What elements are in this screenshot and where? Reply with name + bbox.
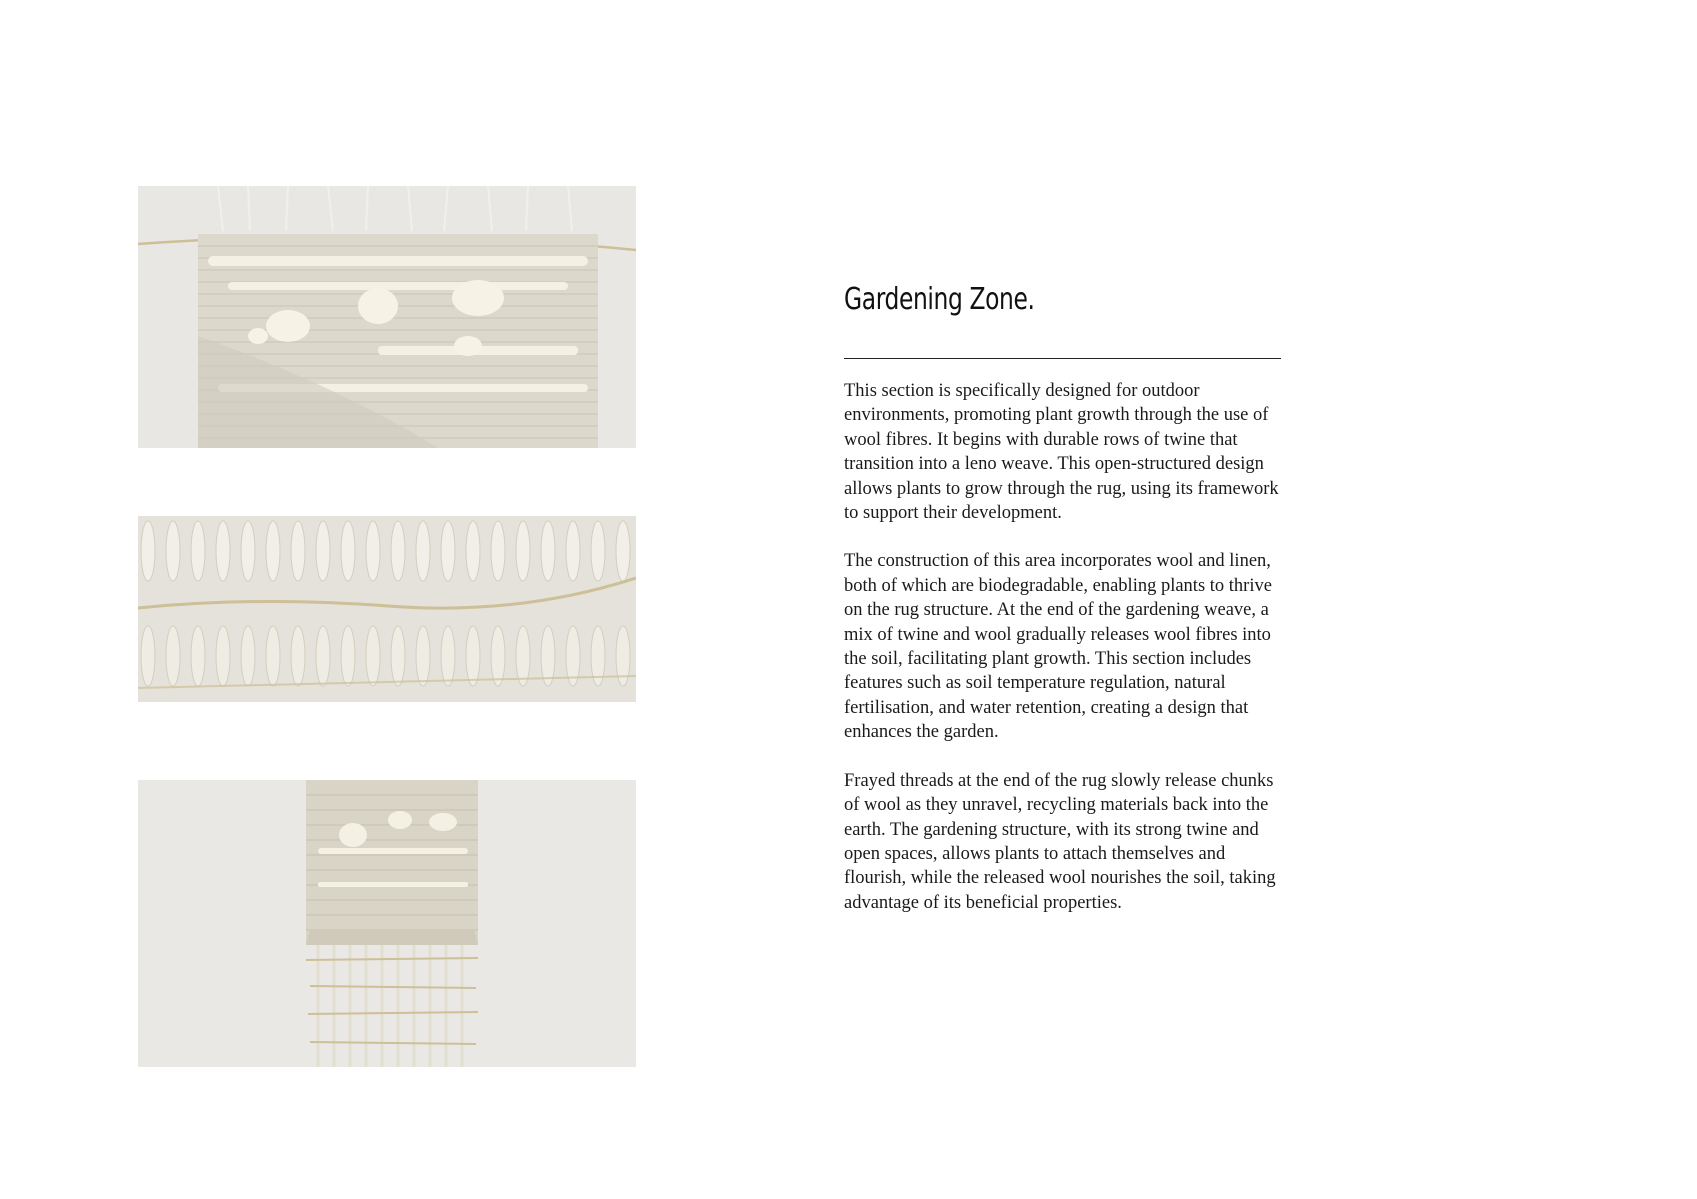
title-divider (844, 358, 1281, 359)
text-column (844, 280, 1284, 915)
paragraph-intro: This section is specifically designed for outdoor environments, promoting plant growth through the use of wool fibres. It begins with durable rows of twine that transition into a leno weave. This open-structured design allows plants to grow through the rug, using its framework to support their development. (844, 381, 1279, 524)
page-title: Gardening Zone. (844, 282, 1035, 317)
leno-weave-photo (138, 516, 636, 702)
weave-top-image (138, 186, 636, 448)
leno-weave-image (138, 516, 636, 702)
rug-full-image (138, 780, 636, 1067)
paragraph-construction: The construction of this area incorporates wool and linen, both of which are biodegradable, enabling plants to thrive on the rug structure. At the end of the gardening weave, a mix of twine and wool gradually releases wool fibres into the soil, facilitating plant growth. This section includes features such as soil temperature regulation, natural fertilisation, and water retention, creating a design that enhances the garden. (844, 551, 1272, 743)
rug-full-photo (138, 780, 636, 1067)
weave-photo-top (138, 186, 636, 448)
paragraph-frayed-threads: Frayed threads at the end of the rug slowly release chunks of wool as they unravel, recycling materials back into the earth. The gardening structure, with its strong twine and open spaces, allows plants to attach themselves and flourish, while the released wool nourishes the soil, taking advantage of its beneficial properties. (844, 770, 1276, 913)
